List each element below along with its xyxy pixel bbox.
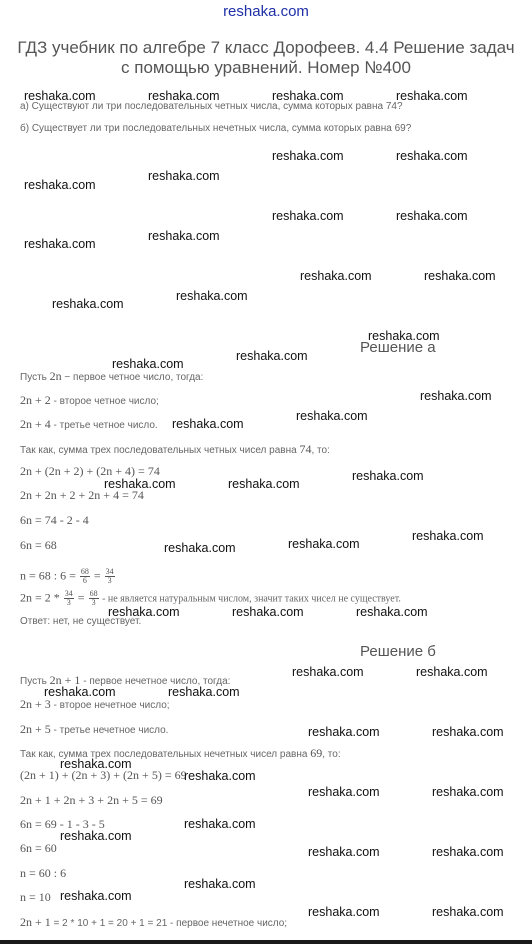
- watermark: reshaka.com: [432, 725, 504, 739]
- watermark: reshaka.com: [396, 89, 468, 103]
- solution-a-eq2: 2n + 2n + 2 + 2n + 4 = 74: [20, 488, 144, 502]
- solution-b-eq4: 6n = 60: [20, 841, 57, 855]
- watermark: reshaka.com: [52, 297, 124, 311]
- solution-b-eq3: 6n = 69 - 1 - 3 - 5: [20, 817, 105, 831]
- solution-b-eq6: n = 10: [20, 890, 51, 904]
- watermark: reshaka.com: [396, 209, 468, 223]
- solution-b-line4: Так как, сумма трех последовательных нечетных чисел равна 69, то:: [20, 746, 341, 760]
- watermark: reshaka.com: [228, 477, 300, 491]
- watermark: reshaka.com: [104, 477, 176, 491]
- solution-b-eq2: 2n + 1 + 2n + 3 + 2n + 5 = 69: [20, 793, 163, 807]
- watermark: reshaka.com: [60, 829, 132, 843]
- solution-a-line1: Пусть 2n − первое четное число, тогда:: [20, 369, 204, 383]
- watermark: reshaka.com: [412, 529, 484, 543]
- watermark: reshaka.com: [356, 605, 428, 619]
- solution-a-heading: Решение а: [360, 339, 436, 356]
- watermark: reshaka.com: [184, 877, 256, 891]
- watermark: reshaka.com: [24, 178, 96, 192]
- watermark: reshaka.com: [432, 845, 504, 859]
- solution-b-eq1: (2n + 1) + (2n + 3) + (2n + 5) = 69: [20, 768, 187, 782]
- watermark: reshaka.com: [184, 817, 256, 831]
- solution-b-heading: Решение б: [360, 643, 436, 660]
- solution-a-eq3: 6n = 74 - 2 - 4: [20, 513, 89, 527]
- watermark: reshaka.com: [272, 149, 344, 163]
- page-title-line2: с помощью уравнений. Номер №400: [121, 58, 411, 77]
- watermark: reshaka.com: [292, 665, 364, 679]
- watermark: reshaka.com: [308, 845, 380, 859]
- watermark: reshaka.com: [108, 605, 180, 619]
- watermark: reshaka.com: [288, 537, 360, 551]
- solution-a-eq1: 2n + (2n + 2) + (2n + 4) = 74: [20, 464, 160, 478]
- solution-b-eq5: n = 60 : 6: [20, 866, 67, 880]
- watermark: reshaka.com: [60, 757, 132, 771]
- question-a: а) Существуют ли три последовательных четных числа, сумма которых равна 74?: [20, 101, 403, 112]
- watermark: reshaka.com: [24, 237, 96, 251]
- solution-a-eq4: 6n = 68: [20, 538, 57, 552]
- watermark: reshaka.com: [308, 725, 380, 739]
- question-b: б) Существует ли три последовательных нечетных числа, сумма которых равна 69?: [20, 123, 412, 134]
- solution-a-line4: Так как, сумма трех последовательных четных чисел равна 74, то:: [20, 442, 330, 456]
- watermark: reshaka.com: [272, 89, 344, 103]
- watermark: reshaka.com: [368, 329, 440, 343]
- solution-a-eq6: 2n = 2 * $\frac{34}{3}$ = $\frac{68}{3}$ - не является натуральным числом, значит таких чисел не существует.: [20, 589, 401, 607]
- watermark: reshaka.com: [308, 785, 380, 799]
- watermark: reshaka.com: [148, 89, 220, 103]
- watermark: reshaka.com: [308, 905, 380, 919]
- watermark: reshaka.com: [300, 269, 372, 283]
- watermark: reshaka.com: [432, 905, 504, 919]
- watermark: reshaka.com: [396, 149, 468, 163]
- watermark: reshaka.com: [148, 169, 220, 183]
- watermark: reshaka.com: [232, 605, 304, 619]
- watermark: reshaka.com: [172, 417, 244, 431]
- watermark: reshaka.com: [352, 469, 424, 483]
- watermark: reshaka.com: [236, 349, 308, 363]
- solution-a-eq5: n = 68 : 6 = $\frac{68}{6}$ = $\frac{34}{3}$: [20, 567, 114, 585]
- page-title-line1: ГДЗ учебник по алгебре 7 класс Дорофеев. 4.4 Решение задач: [17, 38, 515, 57]
- watermark: reshaka.com: [60, 889, 132, 903]
- watermark: reshaka.com: [296, 409, 368, 423]
- solution-a-line3: 2n + 4 - третье четное число.: [20, 417, 158, 431]
- solution-a-line2: 2n + 2 - второе четное число;: [20, 393, 159, 407]
- watermark: reshaka.com: [148, 229, 220, 243]
- solution-b-line1: Пусть 2n + 1 - первое нечетное число, тогда:: [20, 673, 231, 687]
- watermark: reshaka.com: [184, 769, 256, 783]
- site-header-link[interactable]: reshaka.com: [223, 3, 309, 20]
- watermark: reshaka.com: [432, 785, 504, 799]
- watermark: reshaka.com: [272, 209, 344, 223]
- watermark: reshaka.com: [424, 269, 496, 283]
- watermark: reshaka.com: [24, 89, 96, 103]
- watermark: reshaka.com: [168, 685, 240, 699]
- watermark: reshaka.com: [416, 665, 488, 679]
- solution-a-answer: Ответ: нет, не существует.: [20, 616, 142, 627]
- watermark: reshaka.com: [420, 389, 492, 403]
- solution-b-eq7: 2n + 1 = 2 * 10 + 1 = 20 + 1 = 21 - первое нечетное число;: [20, 915, 288, 929]
- watermark: reshaka.com: [164, 541, 236, 555]
- watermark: reshaka.com: [44, 685, 116, 699]
- bottom-edge-bar: [0, 940, 532, 944]
- watermark: reshaka.com: [112, 357, 184, 371]
- solution-b-line3: 2n + 5 - третье нечетное число.: [20, 722, 169, 736]
- watermark: reshaka.com: [176, 289, 248, 303]
- solution-b-line2: 2n + 3 - второе нечетное число;: [20, 697, 170, 711]
